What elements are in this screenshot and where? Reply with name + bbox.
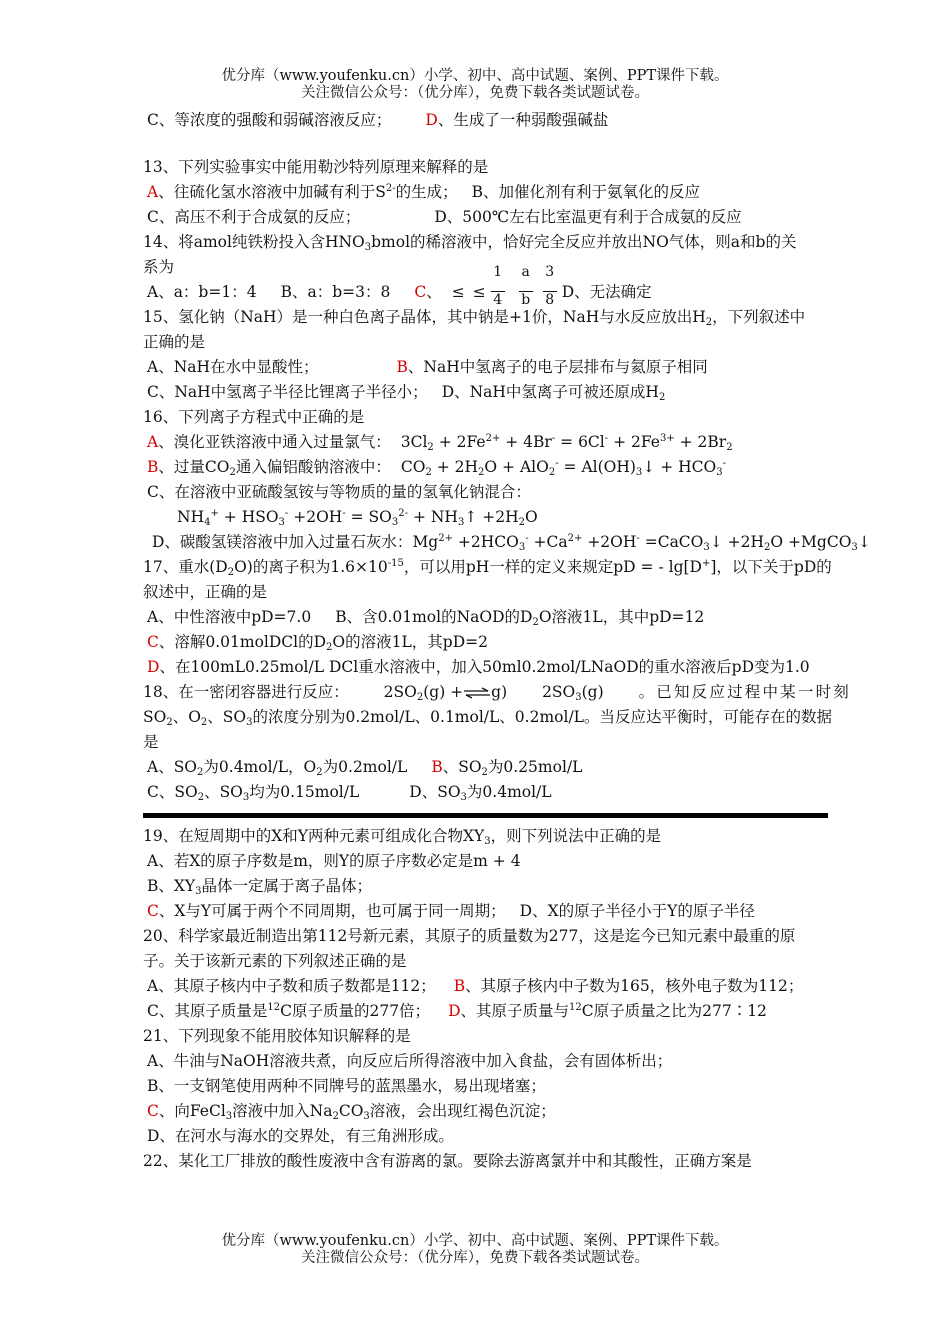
q21-option-b: B、一支钢笔使用两种不同牌号的蓝黑墨水，易出现堵塞； (147, 1077, 546, 1095)
answer-letter: A (147, 433, 159, 451)
q21-option-c: C、向FeCl$_3$溶液中加入$Na_2CO_3$溶液，会出现红褐色沉淀； (147, 1102, 556, 1122)
answer-letter: C (147, 902, 159, 920)
fraction-a-over-b: $\frac{a}{b}$ (517, 280, 535, 305)
header-line-1: 优分库（www.youfenku.cn）小学、初中、高中试题、案例、PPT课件下载。 (221, 68, 729, 84)
answer-letter: B (396, 358, 408, 376)
q22-stem: 22、某化工厂排放的酸性废液中含有游离的氯。要除去游离氯并中和其酸性，正确方案是 (143, 1152, 752, 1170)
q16-option-b: B、过量$CO_2$通入偏铝酸钠溶液中： $CO_2 + 2H_2O + AlO_2^-$ = $Al(OH)_3↓ + HCO_3^-$ (147, 458, 726, 478)
answer-letter: B (147, 458, 159, 476)
q17-options-ab: A、中性溶液中pD=7.0 B、含0.01mol的NaOD的$D_2O$溶液1L，其中pD=12 (147, 608, 705, 628)
q17-option-c: C、溶解0.01molDCl的$D_2O$的溶液1L，其pD=2 (147, 633, 488, 653)
q20-options-cd: C、其原子质量是$^{12}$C原子质量的277倍； D、其原子质量与$^{12}$C原子质量之比为277∶12 (147, 1002, 767, 1020)
q14-stem: 14、将amol纯铁粉投入含$HNO_3bmol$的稀溶液中，恰好完全反应并放出NO气体，则a和b的关 (143, 233, 797, 253)
section-divider (143, 813, 828, 818)
q20-stem-line2: 子。关于该新元素的下列叙述正确的是 (143, 952, 407, 970)
answer-letter: B (453, 977, 466, 995)
equilibrium-arrow-icon (463, 687, 491, 699)
q13-options-ab: A、往硫化氢水溶液中加碱有利于$S^{2-}$的生成； B、加催化剂有利于氨氧化的反应 (147, 183, 700, 201)
footer-line-2: 关注微信公众号：（优分库），免费下载各类试题试卷。 (301, 1250, 649, 1266)
page-footer (0, 1233, 950, 1267)
answer-letter: B (431, 758, 443, 776)
answer-letter: D (448, 1002, 461, 1020)
q19-option-a: A、若X的原子序数是m，则Y的原子序数必定是m + 4 (147, 852, 521, 870)
q21-option-d: D、在河水与海水的交界处，有三角洲形成。 (147, 1127, 454, 1145)
q19-options-cd: C、X与Y可属于两个不同周期，也可属于同一周期； D、X的原子半径小于Y的原子半径 (147, 902, 755, 920)
q15-options-cd: C、NaH中氢离子半径比锂离子半径小； D、NaH中氢离子可被还原成$H_2$ (147, 383, 666, 403)
q16-option-a: A、溴化亚铁溶液中通入过量氯气： $3Cl_2 + 2Fe^{2+} + 4Br^- = 6Cl^- + 2Fe^{3+} + 2Br_2$ (147, 433, 733, 453)
q16-option-c-equation: $NH_4^+ + HSO_3^- +2OH^- = SO_3^{2-}$ + $NH_3↑ +2H_2O$ (177, 508, 538, 528)
answer-letter: C (147, 1102, 159, 1120)
q18-options-ab: A、$SO_2$为0.4mol/L，$O_2$为0.2mol/L B、$SO_2$为0.25mol/L (147, 758, 583, 778)
header-line-2: 关注微信公众号：（优分库），免费下载各类试题试卷。 (301, 85, 649, 101)
answer-letter: C (147, 633, 159, 651)
q20-stem: 20、科学家最近制造出第112号新元素，其原子的质量数为277，这是迄今已知元素中最重的原 (143, 927, 796, 945)
q17-stem: 17、重水$(D_2O)$的离子积为$1.6\times 10^{-15}$，可以用pH一样的定义来规定pD = - lg[D+]，以下关于pD的 (143, 558, 832, 578)
q13-stem: 13、下列实验事实中能用勒沙特列原理来解释的是 (143, 158, 489, 176)
q15-stem: 15、氢化钠（NaH）是一种白色离子晶体，其中钠是+1价，NaH与水反应放出$H_2$，下列叙述中 (143, 308, 806, 328)
q14-options: A、a：b=1：4 B、a：b=3：8 C、 ≤ ≤ $\frac{1}{4}$ $\frac{a}{b}$ $\frac{3}{8}$ D、无法确定 (147, 264, 652, 308)
q19-stem: 19、在短周期中的X和Y两种元素可组成化合物$XY_3$，则下列说法中正确的是 (143, 827, 662, 847)
fraction-three-eighths: $\frac{3}{8}$ (541, 280, 559, 305)
q21-option-a: A、牛油与NaOH溶液共煮，向反应后所得溶液中加入食盐，会有固体析出； (147, 1052, 673, 1070)
q17-stem-line2: 叙述中，正确的是 (143, 583, 268, 601)
q20-options-ab: A、其原子核内中子数和质子数都是112； B、其原子核内中子数为165，核外电子数为112； (147, 977, 804, 995)
question-body (143, 108, 871, 1174)
q13-options-cd: C、高压不利于合成氨的反应； D、500℃左右比室温更有利于合成氨的反应 (147, 208, 742, 226)
footer-line-1: 优分库（www.youfenku.cn）小学、初中、高中试题、案例、PPT课件下载。 (221, 1233, 729, 1249)
q18-equation: $2SO_2(g) + g$) (383, 683, 508, 703)
q12-options: C、等浓度的强酸和弱碱溶液反应； D、生成了一种弱酸强碱盐 (147, 111, 609, 129)
q15-stem-line2: 正确的是 (143, 333, 206, 351)
fraction-one-quarter: $\frac{1}{4}$ (489, 280, 507, 305)
q19-option-b: B、$XY_3$晶体一定属于离子晶体； (147, 877, 373, 897)
q14-stem-line2: 系为 (143, 258, 175, 276)
answer-letter: A (147, 183, 159, 201)
q18-options-cd: C、$SO_2$、$SO_3$均为0.15mol/L D、$SO_3$为0.4mol/L (147, 783, 552, 803)
page-header (0, 68, 950, 102)
answer-letter: D (147, 658, 160, 676)
q21-stem: 21、下列现象不能用胶体知识解释的是 (143, 1027, 411, 1045)
q16-option-c: C、在溶液中亚硫酸氢铵与等物质的量的氢氧化钠混合： (147, 483, 531, 501)
answer-letter: D (425, 111, 438, 129)
answer-letter: C (414, 283, 427, 301)
q16-option-d: D、碳酸氢镁溶液中加入过量石灰水：$Mg^{2+} +2HCO_3^- +Ca^{2+} +2OH^-$ =CaCO$_3$↓ $+2H_2O$ +MgCO$_3$↓ (152, 533, 871, 553)
q16-stem: 16、下列离子方程式中正确的是 (143, 408, 365, 426)
q18-stem-line3: 是 (143, 733, 159, 751)
q17-option-d: D、在100mL0.25mol/L DCl重水溶液中，加入50ml0.2mol/LNaOD的重水溶液后pD变为1.0 (147, 658, 810, 676)
q18-stem: 18、在一密闭容器进行反应： $2SO_2(g) + g$) $2SO_3(g)$ 。已知反应过程中某一时刻 (143, 680, 851, 705)
q18-stem-line2: $SO_2$、$O_2$、$SO_3$的浓度分别为0.2mol/L、0.1mol/L、0.2mol/L。当反应达平衡时，可能存在的数据 (143, 708, 832, 728)
q15-options-ab: A、NaH在水中显酸性； B、NaH中氢离子的电子层排布与氦原子相同 (147, 358, 708, 376)
